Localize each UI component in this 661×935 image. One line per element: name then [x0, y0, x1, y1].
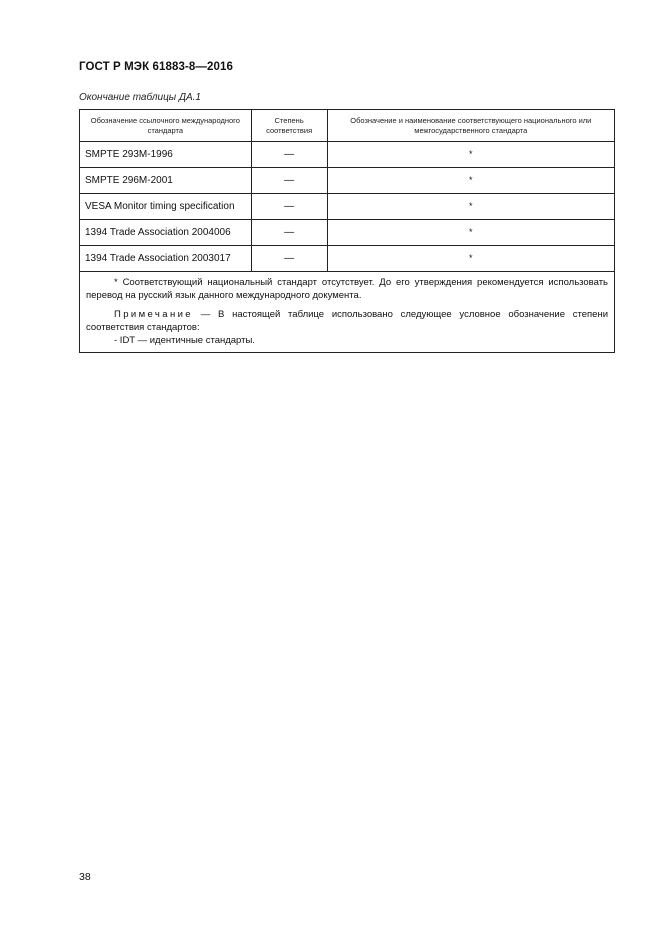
cell-degree: —: [251, 220, 327, 246]
cell-national: *: [327, 220, 614, 246]
note-item: - IDT — идентичные стандарты.: [114, 335, 255, 346]
table-caption: Окончание таблицы ДА.1: [79, 92, 201, 103]
column-header-degree: Степень соответствия: [251, 110, 327, 142]
cell-national: *: [327, 142, 614, 168]
cell-national: *: [327, 168, 614, 194]
table-notes-row: [80, 272, 615, 353]
column-header-national: Обозначение и наименование соответствующего национального или межгосударственного стандарта: [327, 110, 614, 142]
table-row: [80, 142, 615, 168]
cell-standard: 1394 Trade Association 2004006: [80, 220, 252, 246]
cell-degree: —: [251, 142, 327, 168]
table-row: [80, 168, 615, 194]
cell-degree: —: [251, 194, 327, 220]
column-header-standard: Обозначение ссылочного международного стандарта: [80, 110, 252, 142]
cell-standard: SMPTE 293M-1996: [80, 142, 252, 168]
footnote-text: * Соответствующий национальный стандарт отсутствует. До его утверждения рекомендуется использовать перевод на русский язык данного международного документа.: [86, 277, 608, 301]
cell-national: *: [327, 194, 614, 220]
page-number: 38: [79, 871, 91, 883]
table-row: [80, 246, 615, 272]
cell-standard: VESA Monitor timing specification: [80, 194, 252, 220]
table-row: [80, 220, 615, 246]
cell-national: *: [327, 246, 614, 272]
note-label: Примечание: [114, 309, 193, 320]
table-notes: [80, 272, 615, 353]
note-text: — В настоящей таблице использовано следующее условное обозначение степени соответствия стандартов:: [86, 309, 608, 333]
cell-degree: —: [251, 246, 327, 272]
reference-standards-table: [79, 109, 615, 353]
cell-standard: 1394 Trade Association 2003017: [80, 246, 252, 272]
table-header-row: [80, 110, 615, 142]
note-paragraph: [86, 308, 608, 334]
cell-standard: SMPTE 296M-2001: [80, 168, 252, 194]
cell-degree: —: [251, 168, 327, 194]
document-header: ГОСТ Р МЭК 61883-8—2016: [79, 61, 233, 73]
table-row: [80, 194, 615, 220]
